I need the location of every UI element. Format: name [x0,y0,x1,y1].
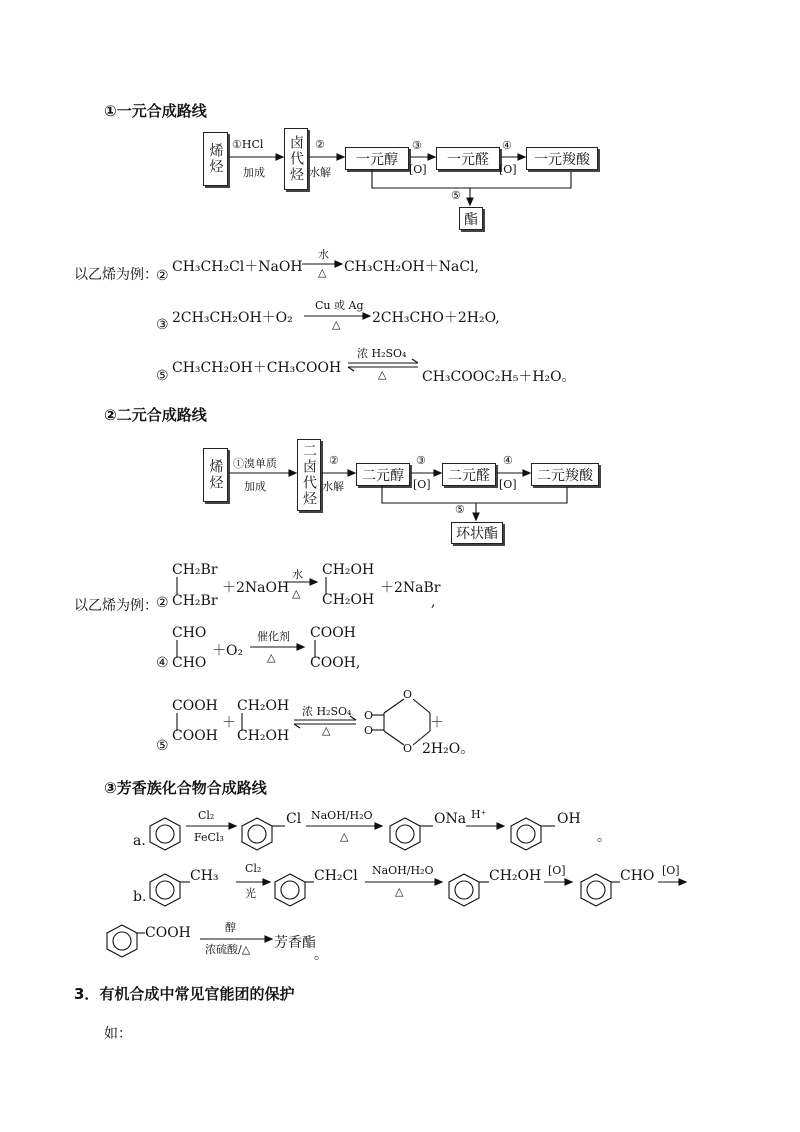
step4-marker-2: ④ [503,454,513,467]
alcohol-box: 一元醇 [345,147,409,170]
a-end: 。 [597,829,611,845]
b-benzyl-alcohol-substituent: CH₂OH [489,868,542,884]
eq5b-glycol-top: CH₂OH [237,698,290,714]
step3-marker: ③ [412,139,422,152]
eq4-condition-top: 催化剂 [257,630,290,643]
eq5b-water: 2H₂O。 [422,741,475,757]
eq2b-product-top: CH₂OH [322,562,375,578]
alkene-box-2: 烯烃 [203,448,228,502]
a-phenoxide-substituent: ONa [434,811,467,827]
eq4-reactant-bottom: CHO [172,655,207,671]
eq3-reactants: 2CH₃CH₂OH＋O₂ [172,310,293,326]
b-step2-reagent: NaOH/H₂O [372,864,434,877]
eq5b-plus-2: ＋ [430,715,444,731]
eq3-condition-bottom: △ [332,318,341,331]
eq3-condition-top: Cu 或 Ag [315,299,364,312]
a-step2-reagent: NaOH/H₂O [311,809,373,822]
section4-title: 3．有机合成中常见官能团的保护 [74,985,295,1003]
eq2b-condition-top: 水 [292,568,303,581]
b-product: 芳香酯 [274,935,316,951]
eq2-condition-bottom: △ [318,266,327,279]
eq5b-acid-bottom: COOH [172,728,218,744]
ring-oxygen-bottom: O [403,742,413,755]
dialdehyde-box: 二元醛 [442,463,496,486]
ester-box: 酯 [459,207,483,230]
diacid-box: 二元羧酸 [531,463,599,486]
b-step1-reagent: Cl₂ [245,862,262,875]
eq5b-glycol-bottom: CH₂OH [237,728,290,744]
step3-condition-2: [O] [413,478,431,491]
eq5-condition-bottom: △ [378,368,387,381]
cyclic-ester-box: 环状酯 [451,522,503,544]
example-intro-2: 以乙烯为例： [74,598,158,614]
b-benzyl-chloride-substituent: CH₂Cl [314,868,358,884]
step2-condition: 水解 [309,166,331,179]
carbonyl-oxygen-left-2: O [364,724,374,737]
step2-marker-2: ② [329,454,339,467]
a-step1-catalyst: FeCl₃ [194,831,224,844]
haloalkane-box: 卤代烃 [284,128,308,190]
b-step4-oxidant: [O] [662,864,680,877]
section2-equation-lines [0,555,800,765]
step5-marker-2: ⑤ [455,503,465,516]
b-step1-condition: 光 [245,887,256,900]
eq5-condition-top: 浓 H₂SO₄ [357,347,407,360]
carbonyl-oxygen-left: O [364,709,374,722]
eq3-marker: ③ [156,317,169,333]
section1-title: ①一元合成路线 [104,102,207,120]
alkene-box: 烯烃 [203,132,228,186]
route-b-label: b. [133,889,147,905]
eq3-products: 2CH₃CHO＋2H₂O, [372,310,500,326]
b-step5-condition: 浓硫酸/△ [205,943,251,956]
a-chlorobenzene-substituent: Cl [286,811,302,827]
eq2b-reagent: ＋2NaOH [222,580,290,596]
step5-marker: ⑤ [451,189,461,202]
eq4-marker: ④ [156,655,169,671]
aldehyde-box: 一元醛 [436,147,500,170]
step2-marker: ② [315,138,325,151]
a-phenol-substituent: OH [557,811,581,827]
a-step2-condition: △ [340,830,349,843]
b-benzoic-acid-substituent: COOH [145,925,191,941]
step1-reagent-2: ①溴单质 [233,457,277,470]
step4-condition-2: [O] [499,478,517,491]
section3-title: ③芳香族化合物合成路线 [104,779,267,797]
eq4-reactant-top: CHO [172,625,207,641]
eq2-reactants: CH₃CH₂Cl＋NaOH [172,259,303,275]
route2-arrows [0,0,800,560]
step1-condition-2: 加成 [244,480,266,493]
eq5b-acid-top: COOH [172,698,218,714]
b-benzaldehyde-substituent: CHO [620,868,655,884]
eq2b-reactant-top: CH₂Br [172,562,218,578]
eq2b-end: , [431,594,436,610]
eq5b-marker: ⑤ [156,738,169,754]
eq5-products: CH₃COOC₂H₅＋H₂O。 [422,369,576,385]
eq5-reactants: CH₃CH₂OH＋CH₃COOH [172,360,342,376]
eq4-product-top: COOH [310,625,356,641]
eq4-condition-bottom: △ [267,651,276,664]
b-step5-reagent: 醇 [225,921,236,934]
b-step3-oxidant: [O] [548,864,566,877]
dihaloalkane-box: 二卤代烃 [297,439,321,511]
eq5b-plus: ＋ [222,715,236,731]
diol-box: 二元醇 [356,463,410,486]
a-step3-reagent: H⁺ [471,808,487,821]
step3-marker-2: ③ [416,454,426,467]
eq5b-condition-top: 浓 H₂SO₄ [302,705,352,718]
section4-body: 如： [104,1026,132,1042]
b-end: 。 [314,947,328,963]
step2-condition-2: 水解 [322,480,344,493]
eq4-reagent: ＋O₂ [212,643,244,659]
ring-oxygen-top: O [403,688,413,701]
aromatic-route-graphics [0,795,800,965]
eq2-marker: ② [156,268,169,284]
b-step2-condition: △ [395,885,404,898]
acid-box: 一元羧酸 [526,147,598,170]
eq2-products: CH₃CH₂OH＋NaCl, [344,259,479,275]
step3-condition: [O] [409,163,427,176]
b-toluene-substituent: CH₃ [190,868,219,884]
eq2b-condition-bottom: △ [292,587,301,600]
example-intro-1: 以乙烯为例： [74,267,158,283]
eq5b-condition-bottom: △ [322,724,331,737]
eq4-product-bottom: COOH, [310,655,361,671]
eq2b-marker: ② [156,595,169,611]
eq2b-reactant-bottom: CH₂Br [172,593,218,609]
a-step1-reagent: Cl₂ [198,809,215,822]
eq2b-byproduct: ＋2NaBr [380,580,441,596]
step1-condition: 加成 [243,166,265,179]
step4-marker: ④ [502,139,512,152]
route-a-label: a. [133,833,146,849]
step4-condition: [O] [499,163,517,176]
eq2b-product-bottom: CH₂OH [322,592,375,608]
step1-reagent: ①HCl [232,138,264,151]
section2-title: ②二元合成路线 [104,406,207,424]
eq5-marker: ⑤ [156,368,169,384]
eq2-condition-top: 水 [318,248,329,261]
